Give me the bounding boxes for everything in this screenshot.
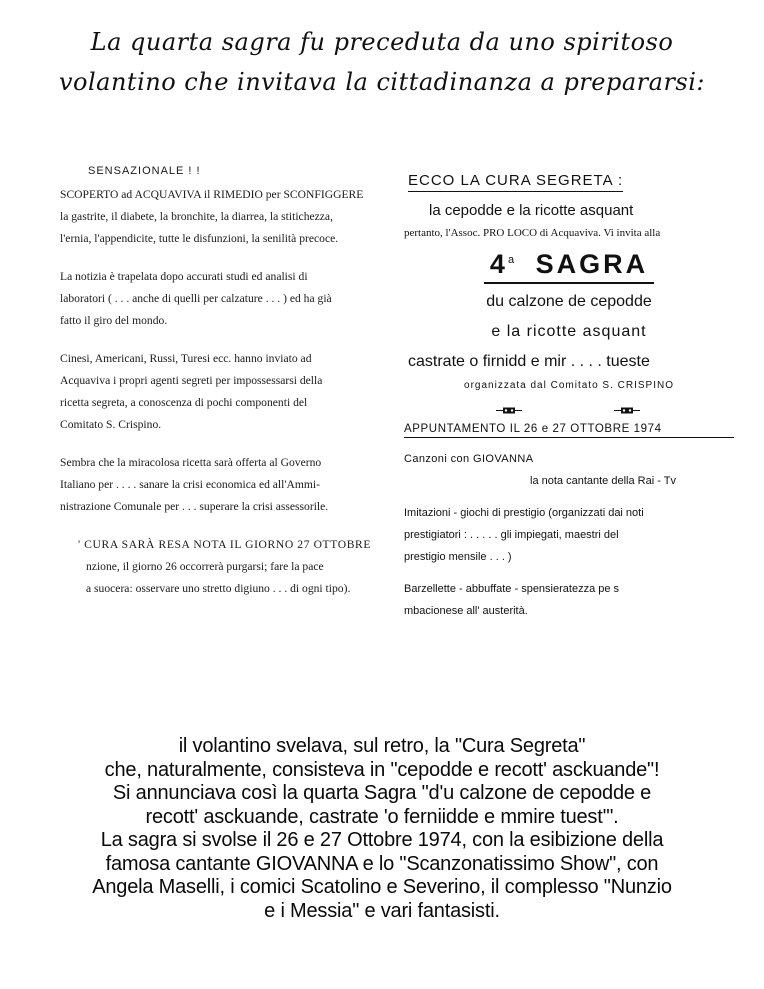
- program-line: Imitazioni - giochi di prestigio (organizzati dai noti: [404, 507, 644, 519]
- caption-line: che, naturalmente, consisteva in "cepodde e recott' asckuande"!: [104, 758, 660, 781]
- cura-subtitle: la cepodde e la ricotte asquant: [429, 202, 634, 219]
- sagra-number: 4: [489, 249, 508, 279]
- flyer-line: ' CURA SARÀ RESA NOTA IL GIORNO 27 OTTOBRE: [78, 538, 372, 551]
- sagra-superscript: a: [507, 254, 518, 266]
- program-line: Canzoni con GIOVANNA: [404, 453, 534, 465]
- program-item: [404, 448, 734, 492]
- intro-text: [0, 22, 764, 102]
- flyer-line: La notizia è trapelata dopo accurati studi ed analisi di: [60, 270, 308, 283]
- flyer-line: Italiano per . . . . sanare la crisi economica ed all'Ammi-: [60, 478, 320, 491]
- caption-line: La sagra si svolse il 26 e 27 Ottobre 1974, con la esibizione della: [100, 829, 664, 851]
- flyer-line: Cinesi, Americani, Russi, Turesi ecc. hanno inviato ad: [60, 352, 312, 365]
- caption-text: [30, 735, 734, 923]
- program-item: [404, 578, 734, 622]
- event-title-line: du calzone de cepodde: [486, 293, 652, 310]
- flyer-paragraph: [60, 184, 395, 250]
- intro-line: volantino che invitava la cittadinanza a prepararsi:: [58, 68, 705, 96]
- flyer-line: SCOPERTO ad ACQUAVIVA il RIMEDIO per SCONFIGGERE: [60, 188, 364, 201]
- program-list: [404, 448, 734, 622]
- flyer-heading: SENSAZIONALE ! !: [88, 165, 201, 177]
- flyer-line: ricetta segreta, a conoscenza di pochi componenti del: [60, 396, 308, 409]
- flyer-line: nzione, il giorno 26 occorrerà purgarsi; fare la pace: [86, 560, 324, 573]
- flyer-line: fatto il giro del mondo.: [60, 314, 168, 327]
- caption-line: Si annunciava così la quarta Sagra "d'u calzone de cepodde e: [112, 782, 652, 804]
- program-line: la nota cantante della Rai - Tv: [530, 475, 676, 487]
- flyer-front: [60, 160, 395, 616]
- flyer-line: nistrazione Comunale per . . . superare la crisi assessorile.: [60, 500, 329, 513]
- flyer-line: laboratori ( . . . anche di quelli per calzature . . . ) ed ha già: [60, 292, 332, 305]
- flyer-paragraph: [60, 534, 395, 600]
- flyer-paragraph: [60, 348, 395, 436]
- flyer-back: [404, 172, 734, 632]
- flyer-line: l'ernia, l'appendicite, tutte le disfunzioni, la senilità precoce.: [60, 232, 339, 245]
- flyer-paragraph: [60, 452, 395, 518]
- ornament-icon: [614, 407, 640, 414]
- flyer-line: a suocera: osservare uno stretto digiuno . . . di ogni tipo).: [86, 582, 351, 595]
- sagra-word: SAGRA: [535, 249, 649, 279]
- program-line: mbacionese all' austerità.: [404, 605, 528, 617]
- program-item: [404, 502, 734, 568]
- appointment-line: APPUNTAMENTO IL 26 e 27 OTTOBRE 1974: [404, 423, 734, 438]
- program-line: Barzellette - abbuffate - spensieratezza pe s: [404, 583, 620, 595]
- organizer-line: organizzata dal Comitato S. CRISPINO: [464, 380, 674, 391]
- caption-line: famosa cantante GIOVANNA e lo "Scanzonatissimo Show", con: [105, 852, 659, 875]
- caption-line: recott' asckuande, castrate 'o ferniidde e mmire tuest'".: [145, 805, 619, 828]
- event-title-line: e la ricotte asquant: [491, 323, 647, 340]
- flyer-line: la gastrite, il diabete, la bronchite, la diarrea, la stitichezza,: [60, 210, 333, 223]
- program-line: prestigio mensile . . . ): [404, 551, 512, 563]
- intro-line: La quarta sagra fu preceduta da uno spiritoso: [90, 28, 674, 56]
- caption-line: Angela Maselli, i comici Scatolino e Severino, il complesso "Nunzio: [92, 876, 672, 898]
- ornament-icon: [496, 407, 522, 414]
- flyer-line: Comitato S. Crispino.: [60, 418, 162, 431]
- flyer-line: Sembra che la miracolosa ricetta sarà offerta al Governo: [60, 456, 322, 469]
- cura-heading: ECCO LA CURA SEGRETA :: [408, 172, 623, 192]
- caption-line: e i Messia" e vari fantasisti.: [264, 899, 500, 922]
- invite-line: pertanto, l'Assoc. PRO LOCO di Acquaviva. Vi invita alla: [404, 227, 661, 239]
- ornament-row: [404, 399, 734, 423]
- caption-line: il volantino svelava, sul retro, la "Cura Segreta": [178, 735, 586, 757]
- sagra-title: [404, 249, 734, 284]
- event-title-line: castrate o firnidd e mir . . . . tueste: [408, 353, 650, 370]
- flyer-paragraph: [60, 266, 395, 332]
- program-line: prestigiatori : . . . . . gli impiegati, maestri del: [404, 529, 619, 541]
- flyer-line: Acquaviva i propri agenti segreti per impossessarsi della: [60, 374, 323, 387]
